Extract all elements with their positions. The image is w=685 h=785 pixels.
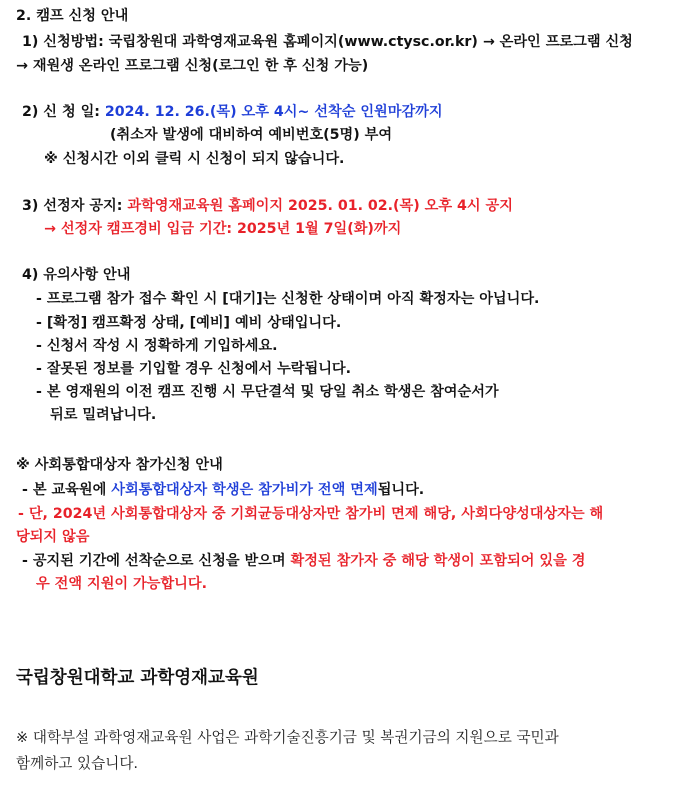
caution-item: - 잘못된 정보를 기입할 경우 신청에서 누락됩니다.: [36, 361, 352, 377]
caution-item: - 프로그램 참가 접수 확인 시 [대기]는 신청한 상태이며 아직 확정자는 아닙니다.: [36, 291, 540, 307]
caution-item: - 본 영재원의 이전 캠프 진행 시 무단결석 및 당일 취소 학생은 참여순서가: [36, 384, 499, 400]
social-line-3-prefix: - 공지된 기간에 선착순으로 신청을 받으며: [22, 553, 291, 569]
social-line-3: [22, 551, 586, 571]
social-line-1: [22, 480, 424, 500]
social-line-1-highlight: 사회통합대상자 학생은 참가비가 전액 면제: [111, 482, 378, 498]
apply-date-label: 2) 신 청 일:: [22, 104, 105, 120]
footer-title: 국립창원대학교 과학영재교육원: [16, 668, 259, 688]
social-line-1-prefix: - 본 교육원에: [22, 482, 112, 498]
social-line-2a: - 단, 2024년 사회통합대상자 중 기회균등대상자만 참가비 면제 해당, 사회다양성대상자는 해: [18, 506, 604, 522]
social-line-2b: 당되지 않음: [16, 529, 90, 545]
apply-date-warning: ※ 신청시간 이외 클릭 시 신청이 되지 않습니다.: [44, 151, 345, 167]
footer-note-line-2: 함께하고 있습니다.: [16, 755, 139, 772]
social-line-1-suffix: 됩니다.: [377, 482, 425, 498]
apply-date-value: 2024. 12. 26.(목) 오후 4시~ 선착순 인원마감까지: [104, 104, 443, 120]
method-line-2: → 재원생 온라인 프로그램 신청(로그인 한 후 신청 가능): [16, 58, 369, 74]
caution-item: - [확정] 캠프확정 상태, [예비] 예비 상태입니다.: [36, 315, 342, 331]
footer-note-line-1: ※ 대학부설 과학영재교육원 사업은 과학기술진흥기금 및 복권기금의 지원으로 국민과: [16, 729, 559, 746]
caution-heading: 4) 유의사항 안내: [22, 267, 131, 283]
apply-date-note: (취소자 발생에 대비하여 예비번호(5명) 부여: [110, 127, 393, 143]
caution-item: 뒤로 밀려납니다.: [50, 407, 157, 423]
notice-value: 과학영재교육원 홈페이지 2025. 01. 02.(목) 오후 4시 공지: [127, 198, 513, 214]
caution-item: - 신청서 작성 시 정확하게 기입하세요.: [36, 338, 278, 354]
notice-line: [22, 196, 513, 216]
notice-label: 3) 선정자 공지:: [22, 198, 128, 214]
social-heading: ※ 사회통합대상자 참가신청 안내: [16, 457, 223, 473]
social-line-4: 우 전액 지원이 가능합니다.: [36, 576, 207, 592]
deposit-line: → 선정자 캠프경비 입금 기간: 2025년 1월 7일(화)까지: [44, 221, 402, 237]
camp-heading: 2. 캠프 신청 안내: [16, 8, 129, 24]
apply-date-line: [22, 102, 443, 122]
method-line-1: 1) 신청방법: 국립창원대 과학영재교육원 홈페이지(www.ctysc.or.kr) → 온라인 프로그램 신청: [22, 34, 633, 50]
social-line-3-highlight: 확정된 참가자 중 해당 학생이 포함되어 있을 경: [290, 553, 586, 569]
